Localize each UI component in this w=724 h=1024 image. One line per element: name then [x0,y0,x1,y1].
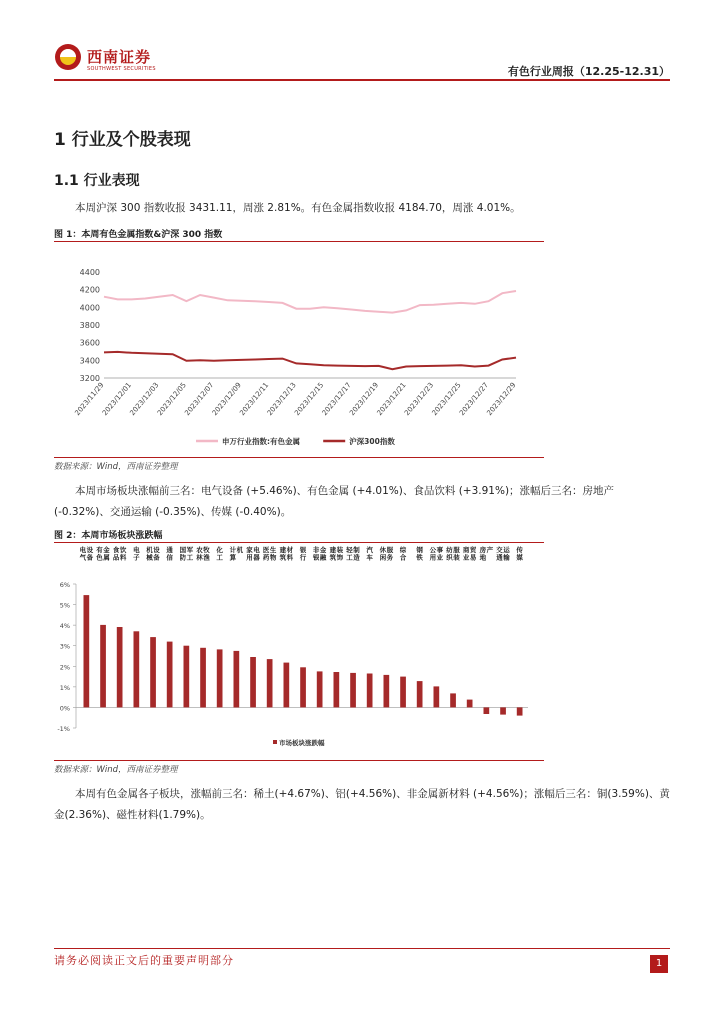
y-tick-label: 4200 [79,285,100,295]
x-tick-label: 2023/12/25 [430,381,463,418]
x-tick-label: 2023/12/29 [485,381,518,418]
bar-chart-sectors [54,544,544,758]
category-label: 事业 [436,546,444,562]
legend-label: 沪深300指数 [349,437,395,446]
category-label: 通信 [166,546,173,562]
category-label: 传媒 [516,546,523,562]
legend-swatch [273,740,277,744]
x-tick-label: 2023/12/21 [375,381,408,418]
category-label: 饮料 [119,546,127,562]
bar-12 [284,663,290,708]
category-label: 服装 [453,546,460,562]
category-label: 化工 [216,546,223,562]
category-label: 服务 [386,546,394,562]
figure2-top-rule [54,542,544,543]
bar-18 [384,675,390,708]
category-label: 银行 [299,546,307,562]
paragraph-text: 本周有色金属各子板块，涨幅前三名：稀土(+4.67%)、铝(+4.56%)、非金属新材料 (+4.56%)；涨幅后三名：铜(3.59%)、黄金(2.36%)、磁性材料(1.79%)。 [54,788,670,821]
y-tick-label: 5% [59,601,70,610]
x-tick-label: 2023/11/29 [73,381,106,418]
category-label: 农林 [196,546,203,562]
category-label: 纺织 [446,546,453,562]
bar-2 [117,627,123,707]
series-line-csi300 [104,352,516,369]
figure1-title: 图 1：本周有色金属指数&沪深 300 指数 [54,230,223,240]
section-heading: 1 行业及个股表现 [54,130,191,150]
x-tick-label: 2023/12/07 [183,381,216,418]
category-label: 建筑 [279,546,287,562]
legend-label: 申万行业指数:有色金属 [222,437,300,446]
category-label: 国防 [179,546,187,562]
footer-divider [54,948,670,949]
category-label: 交通 [496,546,503,562]
footer-disclaimer: 请务必阅读正文后的重要声明部分 [54,954,234,967]
figure2-bottom-rule [54,760,544,761]
x-tick-label: 2023/12/11 [238,381,271,418]
category-label: 食品 [112,546,120,562]
category-label: 金属 [103,546,110,562]
category-label: 生物 [269,546,277,562]
y-tick-label: 4000 [79,303,100,313]
figure1-bottom-rule [54,457,544,458]
bar-4 [150,637,156,707]
x-tick-label: 2023/12/27 [457,381,491,418]
y-tick-label: 3800 [79,321,100,330]
bar-17 [367,674,373,708]
bar-26 [517,707,523,715]
bar-11 [267,659,273,707]
category-label: 电子 [133,546,140,562]
category-label: 军工 [186,546,194,562]
figure1-source: 数据来源：Wind，西南证券整理 [54,462,178,472]
category-label: 非银 [312,546,320,562]
category-label: 机械 [146,546,153,562]
paragraph-index-summary [54,198,670,219]
logo-chinese-name: 西南证券 [87,48,152,66]
x-tick-label: 2023/12/01 [100,381,133,418]
bar-5 [167,642,173,708]
category-label: 钢铁 [416,546,423,562]
y-tick-label: 0% [59,704,70,713]
bar-10 [250,657,256,707]
bar-15 [334,672,340,707]
category-label: 金融 [319,546,327,562]
category-label: 材料 [286,546,294,562]
category-label: 有色 [96,546,103,562]
category-label: 电气 [79,546,87,562]
y-tick-label: 3200 [79,374,100,383]
y-tick-label: 6% [59,581,70,589]
category-label: 综合 [399,546,407,562]
bar-0 [84,595,90,707]
bar-8 [217,649,223,707]
category-label: 轻工 [346,546,353,562]
logo-english-name: SOUTHWEST SECURITIES [87,66,156,72]
y-tick-label: -1% [57,725,70,733]
x-tick-label: 2023/12/09 [210,381,243,418]
y-tick-label: 4400 [79,268,100,277]
x-tick-label: 2023/12/03 [128,381,161,418]
report-title: 有色行业周报（12.25-12.31） [507,65,670,78]
category-label: 电器 [253,546,260,562]
bar-22 [450,693,456,707]
category-label: 设备 [153,546,160,562]
page-number: 1 [650,955,668,973]
category-label: 运输 [503,546,510,562]
x-tick-label: 2023/12/15 [293,381,326,418]
paragraph-text: 本周市场板块涨幅前三名：电气设备 (+5.46%)、有色金属 (+4.01%)、食品饮料 (+3.91%)；涨幅后三名：房地产 (-0.32%)、交通运输 (-0.35%)、传媒 (-0.40%)。 [54,485,615,518]
y-tick-label: 3400 [79,356,100,366]
category-label: 房地 [479,546,487,562]
header-divider [54,79,670,81]
category-label: 机 [236,546,244,554]
bar-25 [500,707,506,714]
category-label: 公用 [429,546,437,562]
category-label: 计算 [229,546,237,562]
category-label: 贸易 [469,546,477,562]
bar-19 [400,677,406,708]
x-tick-label: 2023/12/13 [265,381,298,418]
bar-24 [484,707,490,714]
bar-14 [317,671,323,707]
figure1-top-rule [54,241,544,242]
legend-label: 市场板块涨跌幅 [279,739,325,747]
subsection-heading: 1.1 行业表现 [54,173,140,189]
figure2-title: 图 2：本周市场板块涨跌幅 [54,531,163,541]
category-label: 设备 [86,546,94,562]
category-label: 产 [486,546,494,554]
category-label: 商业 [462,546,470,562]
category-label: 休闲 [379,546,387,562]
category-label: 牧渔 [203,546,210,562]
figure2-source: 数据来源：Wind，西南证券整理 [54,765,178,775]
y-tick-label: 4% [59,622,70,631]
paragraph-sector-performance [54,481,670,523]
bar-20 [417,681,423,707]
y-tick-label: 1% [59,683,70,692]
line-chart-index [54,244,544,456]
x-tick-label: 2023/12/23 [403,381,436,418]
y-tick-label: 3600 [79,338,100,348]
bar-3 [134,631,140,707]
bar-9 [234,651,240,708]
category-label: 汽车 [366,546,373,562]
y-tick-label: 2% [59,663,70,672]
x-tick-label: 2023/12/19 [348,381,381,418]
category-label: 建筑 [329,546,337,562]
series-line-nonferrous [104,291,516,313]
x-tick-label: 2023/12/17 [320,381,353,418]
category-label: 制造 [353,546,360,562]
bar-7 [200,648,206,708]
bar-13 [300,667,306,707]
paragraph-subsector-performance [54,784,670,826]
category-label: 医药 [262,546,270,562]
paragraph-text: 本周沪深 300 指数收报 3431.11，周涨 2.81%。有色金属指数收报 4184.70，周涨 4.01%。 [75,202,521,214]
category-label: 家用 [246,546,253,562]
x-tick-label: 2023/12/05 [155,381,188,418]
bar-23 [467,700,473,708]
y-tick-label: 3% [59,642,70,651]
bar-1 [100,625,106,708]
category-label: 装饰 [336,546,344,562]
bar-6 [184,646,190,708]
bar-16 [350,673,356,708]
company-logo-icon [54,43,82,71]
bar-21 [434,686,440,707]
